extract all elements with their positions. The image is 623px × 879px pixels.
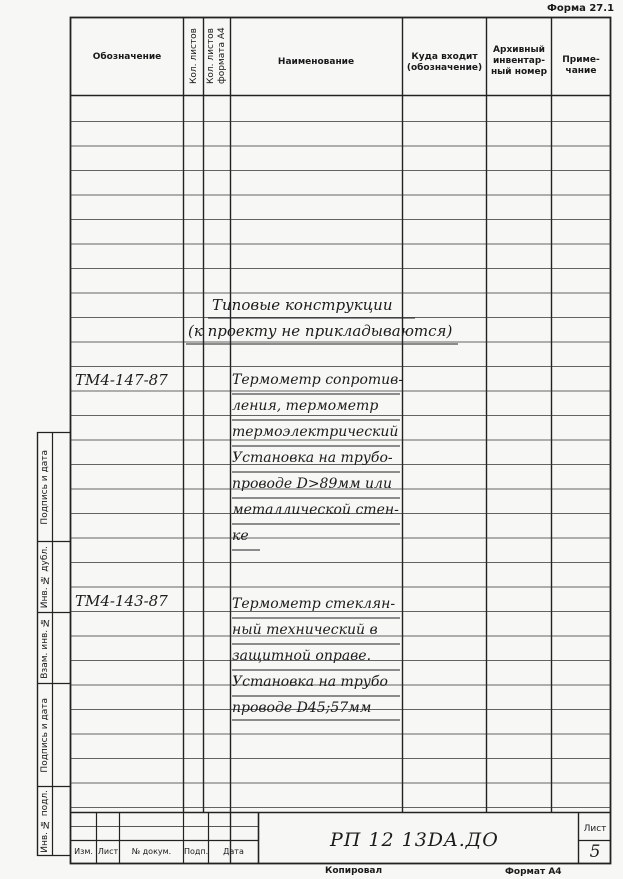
header-designation: Обозначение — [92, 52, 162, 62]
header-where-used-line2: (обозначение) — [406, 63, 483, 73]
entry-name-block — [232, 596, 395, 726]
entry-name-line: металлической стен- — [232, 502, 399, 518]
entry-name-line: проводе D45;57мм — [232, 700, 372, 716]
header-where-used-line1: Куда входит — [411, 52, 478, 62]
section-title: Типовые конструкции — [212, 296, 393, 314]
entry-designation: ТМ4-147-87 — [75, 371, 168, 389]
margin-vzam-inv-cell — [38, 613, 52, 683]
header-sheets-count-cell — [184, 19, 203, 93]
document-code: РП 12 13DA.ДО — [330, 829, 499, 851]
entry-name-line: ный технический в — [232, 622, 378, 638]
margin-vzam-inv: Взам. инв. № — [40, 617, 50, 679]
entry-name-line: ке — [232, 528, 249, 544]
margin-signature-date-bottom: Подпись и дата — [40, 697, 50, 773]
header-a4-count-cell — [204, 19, 230, 93]
entry-name-line: Термометр сопротив- — [232, 372, 404, 388]
tb-podp: Подп. — [184, 847, 209, 856]
margin-signature-date-bottom-cell — [38, 684, 52, 786]
entry-name-line: термоэлектрический — [232, 424, 399, 440]
entry-name-line: Термометр стеклян- — [232, 596, 396, 612]
margin-signature-date-top: Подпись и дата — [40, 449, 50, 525]
tb-sheet-label: Лист — [583, 824, 607, 834]
header-archive-line1: Архивный — [493, 45, 545, 55]
footer-format: Формат А4 — [505, 867, 562, 877]
tb-data: Дата — [223, 847, 244, 856]
entry-name-line: Установка на трубо- — [232, 450, 393, 466]
footer-copied: Копировал — [325, 866, 383, 876]
header-archive-line3: ный номер — [490, 67, 548, 77]
tb-dokum: № докум. — [131, 847, 172, 856]
entry-designation: ТМ4-143-87 — [75, 592, 168, 610]
entry-name-line: проводе D>89мм или — [232, 476, 392, 492]
margin-inv-dubl-cell — [38, 542, 52, 612]
header-archive-line2: инвентар- — [492, 56, 545, 66]
header-where-used — [403, 52, 486, 74]
sheet-number: 5 — [589, 842, 601, 862]
section-subtitle: (к проекту не прикладываются) — [188, 322, 453, 340]
tb-izm: Изм. — [74, 847, 93, 856]
margin-signature-date-top-cell — [38, 433, 52, 541]
header-note-line2: чание — [565, 66, 597, 76]
entry-name-line: ления, термометр — [232, 398, 379, 414]
header-sheets-count: Кол. листов — [188, 28, 199, 84]
margin-inv-podl-cell — [38, 787, 52, 855]
header-name: Наименование — [277, 57, 355, 67]
header-note-line1: Приме- — [562, 55, 600, 65]
header-note — [552, 55, 610, 77]
margin-inv-dubl: Инв. № дубл. — [40, 545, 50, 609]
entry-name-line: защитной оправе. — [232, 648, 372, 664]
margin-inv-podl: Инв. № подл. — [40, 789, 50, 853]
entry-name-line: Установка на трубо — [232, 674, 388, 690]
header-a4-sheets-count: Кол. листов формата А4 — [206, 27, 227, 85]
entry-name-block — [232, 372, 403, 554]
header-archive — [487, 45, 551, 78]
tb-list: Лист — [97, 847, 119, 856]
form-label: Форма 27.1 — [547, 3, 615, 14]
